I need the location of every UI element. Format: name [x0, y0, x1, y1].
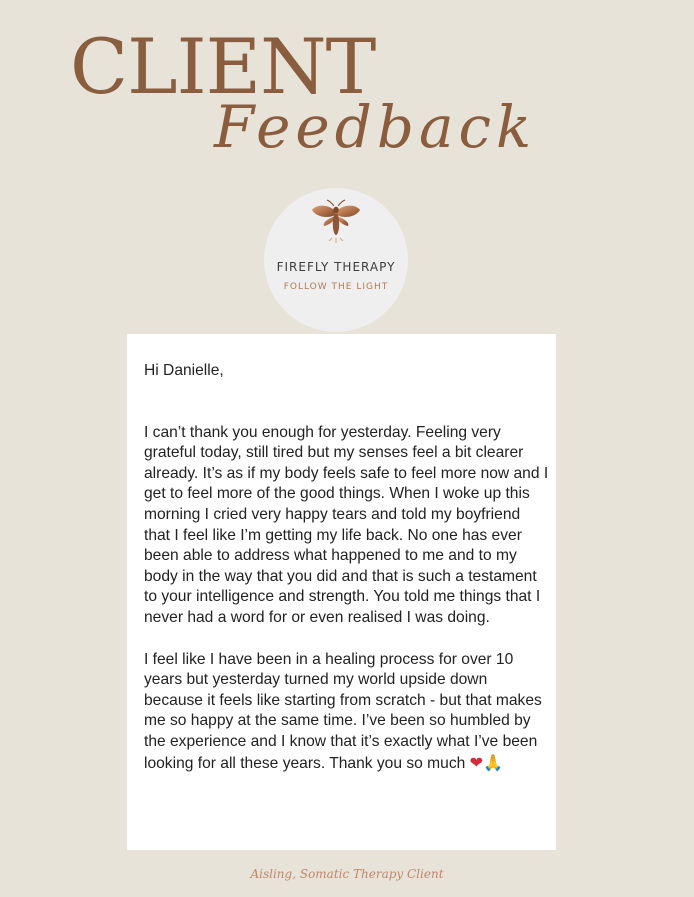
feedback-letter	[144, 361, 550, 774]
firefly-icon	[308, 198, 364, 254]
brand-logo	[264, 188, 408, 332]
praying-hands-emoji-icon: 🙏	[483, 752, 503, 772]
brand-tagline: FOLLOW THE LIGHT	[283, 282, 389, 292]
letter-greeting: Hi Danielle,	[144, 362, 224, 379]
heart-emoji-icon: ❤	[469, 752, 484, 772]
page-subtitle: Feedback	[214, 93, 537, 161]
brand-name: FIREFLY THERAPY	[276, 260, 396, 274]
letter-paragraph-1: I can’t thank you enough for yesterday. Feeling very grateful today, still tired but my senses feel a bit clearer already. It’s as if my body feels safe to feel more now and I get to feel more of the good things. When I woke up this morning I cried very happy tears and told my boyfriend that I feel like I’m getting my life back. No one has ever been able to address what happened to me and to my body in the way that you did and that is such a testament to your intelligence and strength. You told me things that I never had a word for or even realised I was doing.	[144, 423, 549, 626]
client-caption: Aisling, Somatic Therapy Client	[250, 867, 444, 881]
feedback-card	[127, 334, 556, 850]
letter-paragraph-2-text: I feel like I have been in a healing process for over 10 years but yesterday turned my world upside down because it feels like starting from scratch - but that makes me so happy at the same time. I’ve been so humbled by the experience and I know that it’s exactly what I’ve been looking for all these years. Thank you so much	[144, 650, 542, 772]
page-title: CLIENT	[70, 22, 376, 111]
letter-paragraph-2	[144, 650, 550, 775]
